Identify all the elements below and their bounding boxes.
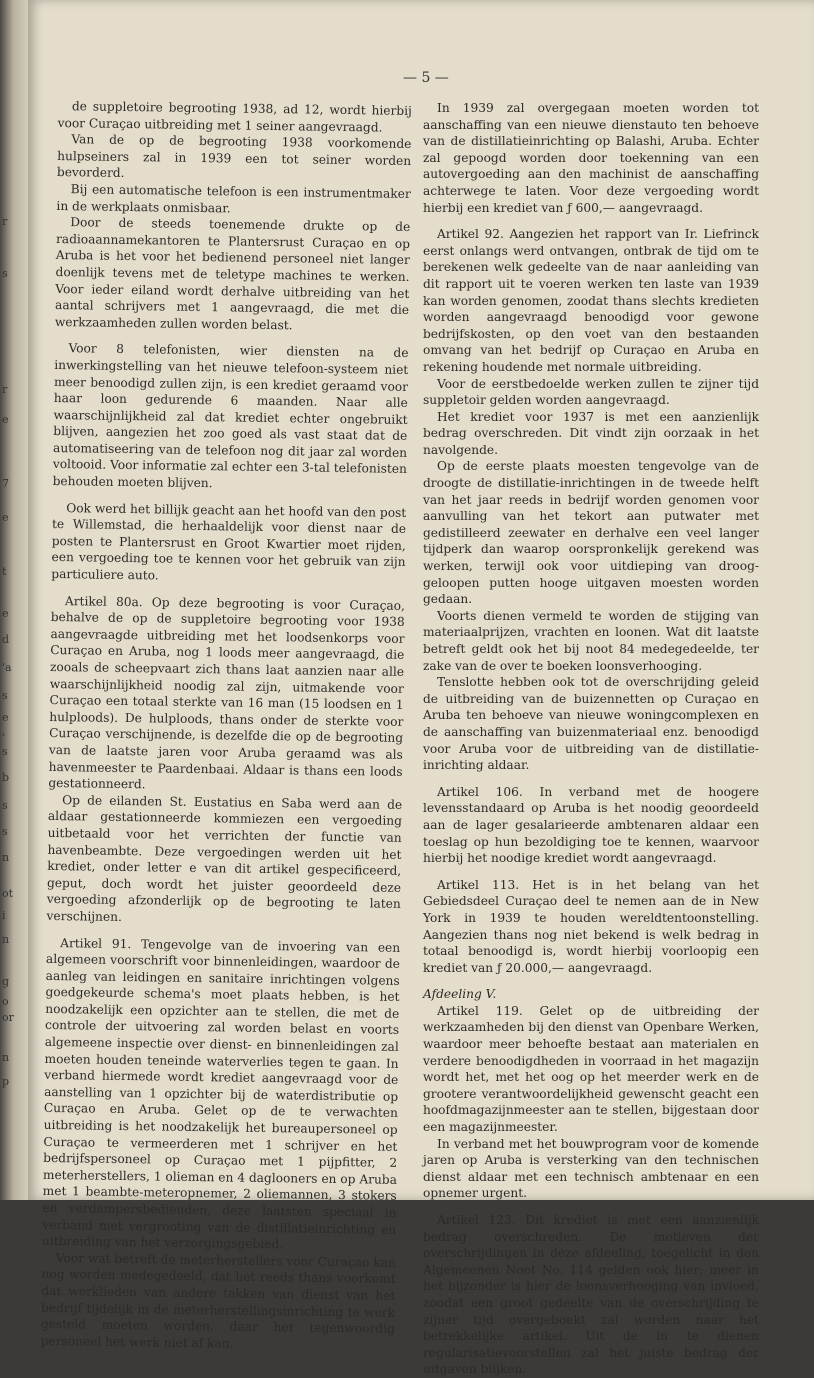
paragraph: Artikel 113. Het is in het belang van het Gebiedsdeel Curaçao deel te nemen aan de in New York in 1939 te houden wereldtentoonstelling. Aangezien thans nog niet bekend is welk bedrag in totaal benoodigd is, wordt hierbij voorloopig een krediet van ƒ 20.000,— aangevraagd. xyxy=(423,877,759,975)
paragraph: Voorts dienen vermeld te worden de stijging van materiaalprijzen, vrachten en loonen. Wat dit laatste betreft geldt ook het bij noot 84 medegedeelde, ter zake van de over te boeken loonsverhooging. xyxy=(423,608,759,673)
paragraph: Artikel 80a. Op deze begrooting is voor Curaçao, behalve de op de suppletoire begrooting voor 1938 aangevraagde uitbreiding met het loodsenkorps voor Curaçao en Aruba, nog 1 loods meer aangevraagd, die zooals de scheepvaart zich thans laat aanzien naar alle waarschijnlijkheid noodig zal zijn, uitmakende voor Curaçao een totaal sterkte van 16 man (15 loodsen en 1 hulploods). De hulploods, thans onder de sterkte voor Curaçao verschijnende, is dezelfde die op de begrooting van de laatste jaren voor Aruba geraamd was als havenmeester te Paardenbaai. Aldaar is thans een loods gestationneerd. xyxy=(48,593,406,792)
margin-fragment: s xyxy=(2,745,8,758)
margin-fragment: s xyxy=(2,799,8,812)
margin-fragment: i xyxy=(2,909,6,922)
paragraph: Tenslotte hebben ook tot de overschrijding geleid de uitbreiding van de buizennetten op Curaçao en Aruba ten behoeve van nieuwe woningcomplexen en de aanschaffing van buizenmateriaal enz. benoodigd voor Aruba voor de uitbreiding van de distillatie-inrichting aldaar. xyxy=(423,675,759,773)
margin-fragment: 7 xyxy=(2,477,9,490)
paragraph: Door de steeds toenemende drukte op de radioaannamekantoren te Plantersrust Curaçao en op Aruba is het voor het bedienend personeel niet langer doenlijk tevens met de teletype machines te werken. Voor ieder eiland wordt derhalve uitbreiding van het aantal schrijvers met 1 aangevraagd, die met die werkzaamheden zullen worden belast. xyxy=(54,215,411,333)
right-column xyxy=(423,100,759,1378)
paragraph: In 1939 zal overgegaan moeten worden tot aanschaffing van een nieuwe dienstauto ten behoeve van de distillatieinrichting op Balashi, Aruba. Echter zal gepoogd worden door toekenning van een autovergoeding aan den machinist de aanschaffing achterwege te laten. Voor deze vergoeding wordt hierbij een krediet van ƒ 600,— aangevraagd. xyxy=(423,101,759,215)
paragraph: Voor wat betreft de meterherstellers voor Curaçao kan nog worden medegedeeld, dat het reeds thans voorkomt dat werklieden van andere takken van dienst van het bedrijf tijdelijk in de meterherstellingsinrichting te werk gesteld moeten worden, daar het tegenwoordig personeel het werk niet af kan. xyxy=(40,1250,396,1351)
margin-fragment: ot xyxy=(2,887,14,900)
paragraph: Het krediet voor 1937 is met een aanzienlijk bedrag overschreden. Dit vindt zijn oorzaak in het navolgende. xyxy=(423,409,759,457)
margin-fragment: b xyxy=(2,771,10,784)
left-column xyxy=(41,98,412,1354)
margin-fragment: e xyxy=(2,711,9,724)
margin-fragment: e xyxy=(2,511,9,524)
paragraph: Artikel 119. Gelet op de uitbreiding der werkzaamheden bij den dienst van Openbare Werken, waardoor meer behoefte bestaat aan materialen en verdere benoodigdheden in voorraad in het magazijn wordt het, met het oog op het meerder werk en de grootere verantwoordelijkheid gewenscht geacht een hoofdmagazijnmeester aan te stellen, bijgestaan door een magazijnmeester. xyxy=(423,1003,759,1135)
paragraph: Bij een automatische telefoon is een instrumentmaker in de werkplaats onmisbaar. xyxy=(56,182,411,215)
page-number: — 5 — xyxy=(403,70,449,86)
paragraph: Van de op de begrooting 1938 voorkomende hulpseiners zal in 1939 een tot seiner worden bevorderd. xyxy=(56,132,412,181)
margin-fragment: e xyxy=(2,607,9,620)
margin-fragment: s xyxy=(2,825,8,838)
margin-fragment: s xyxy=(2,689,8,702)
paragraph: Voor de eerstbedoelde werken zullen te zijner tijd suppletoir gelden worden aangevraagd. xyxy=(423,376,759,408)
margin-fragment: n xyxy=(2,1051,10,1064)
margin-fragment: o xyxy=(2,995,9,1008)
paragraph: Voor 8 telefonisten, wier diensten na de inwerkingstelling van het nieuwe telefoon-systeem niet meer benoodigd zullen zijn, is een krediet geraamd voor haar loon gedurende 6 maanden. Naar alle waarschijnlijkheid zal dat krediet echter ongebruikt blijven, aangezien het zoo goed als vast staat dat de automatiseering van de telefoon nog dit jaar zal worden voltooid. Voor informatie zal echter een 3-tal telefonisten behouden moeten blijven. xyxy=(52,341,409,491)
paragraph: In verband met het bouwprogram voor de komende jaren op Aruba is versterking van den technischen dienst aldaar met een technisch ambtenaar en een opnemer urgent. xyxy=(423,1136,759,1201)
paragraph: Artikel 123. Dit krediet is met een aanzienlijk bedrag overschreden. De motieven der overschrijdingen in deze afdeeling, toegelicht in den Algemeenen Noot No. 114 gelden ook hier; meer in het bijzonder is hier de loonsverhooging van invloed, zoodat een groot gedeelte van de overschrijding te zijner tijd overgeboekt zal worden naar het betrekkelijke artikel. Uit de in te dienen regularisatievoorstellen zal het juiste bedrag der uitgaven blijken. xyxy=(423,1213,759,1377)
margin-fragment: t xyxy=(2,565,7,578)
margin-fragment: g xyxy=(2,975,10,988)
margin-fragment: d xyxy=(2,633,10,646)
document-page xyxy=(28,0,814,1377)
margin-fragment: r xyxy=(2,383,8,396)
margin-fragment: n xyxy=(2,851,10,864)
paragraph: Artikel 91. Tengevolge van de invoering van een algemeen voorschrift voor binnenleidingen, waardoor de aanleg van leidingen en sanitaire inrichtingen volgens goedgekeurde schema's moet plaats hebben, is het noodzakelijk een opzichter aan te stellen, die met de controle der uitvoering zal worden belast en voorts algemeene inspectie over dienst- en binnenleidingen zal moeten houden teneinde waterverlies tegen te gaan. In verband hiermede wordt krediet aangevraagd voor de aanstelling van 1 opzichter bij de waterdistributie op Curaçao en Aruba. Gelet op de te verwachten uitbreiding is het noodzakelijk het bureaupersoneel op Curaçao te vermeerderen met 1 schrijver en het bedrijfspersoneel op Curaçao met 1 pijpfitter, 2 meterherstellers, 1 olieman en 4 daglooners en op Aruba met 1 beambte-meteropnemer, 2 oliemannen, 3 stokers en verdampersbedienden, deze laatsten speciaal in verband met vergrooting van de distillatieinrichting en uitbreiding van het verzorgingsgebied. xyxy=(41,935,401,1252)
adjacent-page-strip xyxy=(0,0,30,1200)
margin-fragment: s xyxy=(2,267,8,280)
paragraph: Artikel 106. In verband met de hoogere levensstandaard op Aruba is het noodig geoordeeld aan de lager gesalarieerde ambtenaren aldaar een toeslag op hun bezoldiging toe te kennen, waarvoor hierbij het noodige krediet wordt aangevraagd. xyxy=(423,784,759,866)
paragraph: Artikel 92. Aangezien het rapport van Ir. Liefrinck eerst onlangs werd ontvangen, ontbrak de tijd om te berekenen welk gedeelte van de naar aanleiding van dit rapport uit te voeren werken ten laste van 1939 kan worden genomen, zoodat thans slechts kredieten worden aangevraagd benoodigd voor gewone bedrijfskosten, op den voet van den bestaanden omvang van het bedrijf op Curaçao en Aruba en rekening houdende met normale uitbreiding. xyxy=(423,227,759,374)
margin-fragment: e xyxy=(2,413,9,426)
margin-fragment: 'a xyxy=(2,661,12,674)
paragraph: Op de eerste plaats moesten tengevolge van de droogte de distillatie-inrichtingen in de tweede helft van het jaar reeds in bedrijf worden genomen voor aanvulling van het tekort aan putwater met gedistilleerd zeewater en derhalve een veel langer tijdperk dan waarop oorspronkelijk gerekend was werken, terwijl ook voor uitdieping van droog-geloopen putten hooge uitgaven moesten worden gedaan. xyxy=(423,459,759,607)
paragraph: Op de eilanden St. Eustatius en Saba werd aan de aldaar gestationneerde kommiezen een vergoeding uitbetaald voor het verrichten der functie van havenbeambte. Deze vergoedingen werden uit het krediet, onder letter e van dit artikel gespecificeerd, geput, doch wordt het juister geoordeeld deze vergoeding afzonderlijk op de begrooting te laten verschijnen. xyxy=(46,792,403,924)
margin-fragment: r xyxy=(2,215,8,228)
margin-fragment: or xyxy=(2,1011,14,1024)
paragraph: Ook werd het billijk geacht aan het hoofd van den post te Willemstad, die herhaaldelijk voor dienst naar de posten te Plantersrust en Groot Kwartier moet rijden, een vergoeding toe te kennen voor het gebruik van zijn particuliere auto. xyxy=(51,500,407,583)
margin-fragment: n xyxy=(2,933,10,946)
margin-fragment: p xyxy=(2,1075,10,1088)
paragraph: de suppletoire begrooting 1938, ad 12, wordt hierbij voor Curaçao uitbreiding met 1 seiner aangevraagd. xyxy=(57,99,412,135)
margin-fragment: , xyxy=(2,725,6,738)
section-heading: Afdeeling V. xyxy=(423,987,497,1002)
